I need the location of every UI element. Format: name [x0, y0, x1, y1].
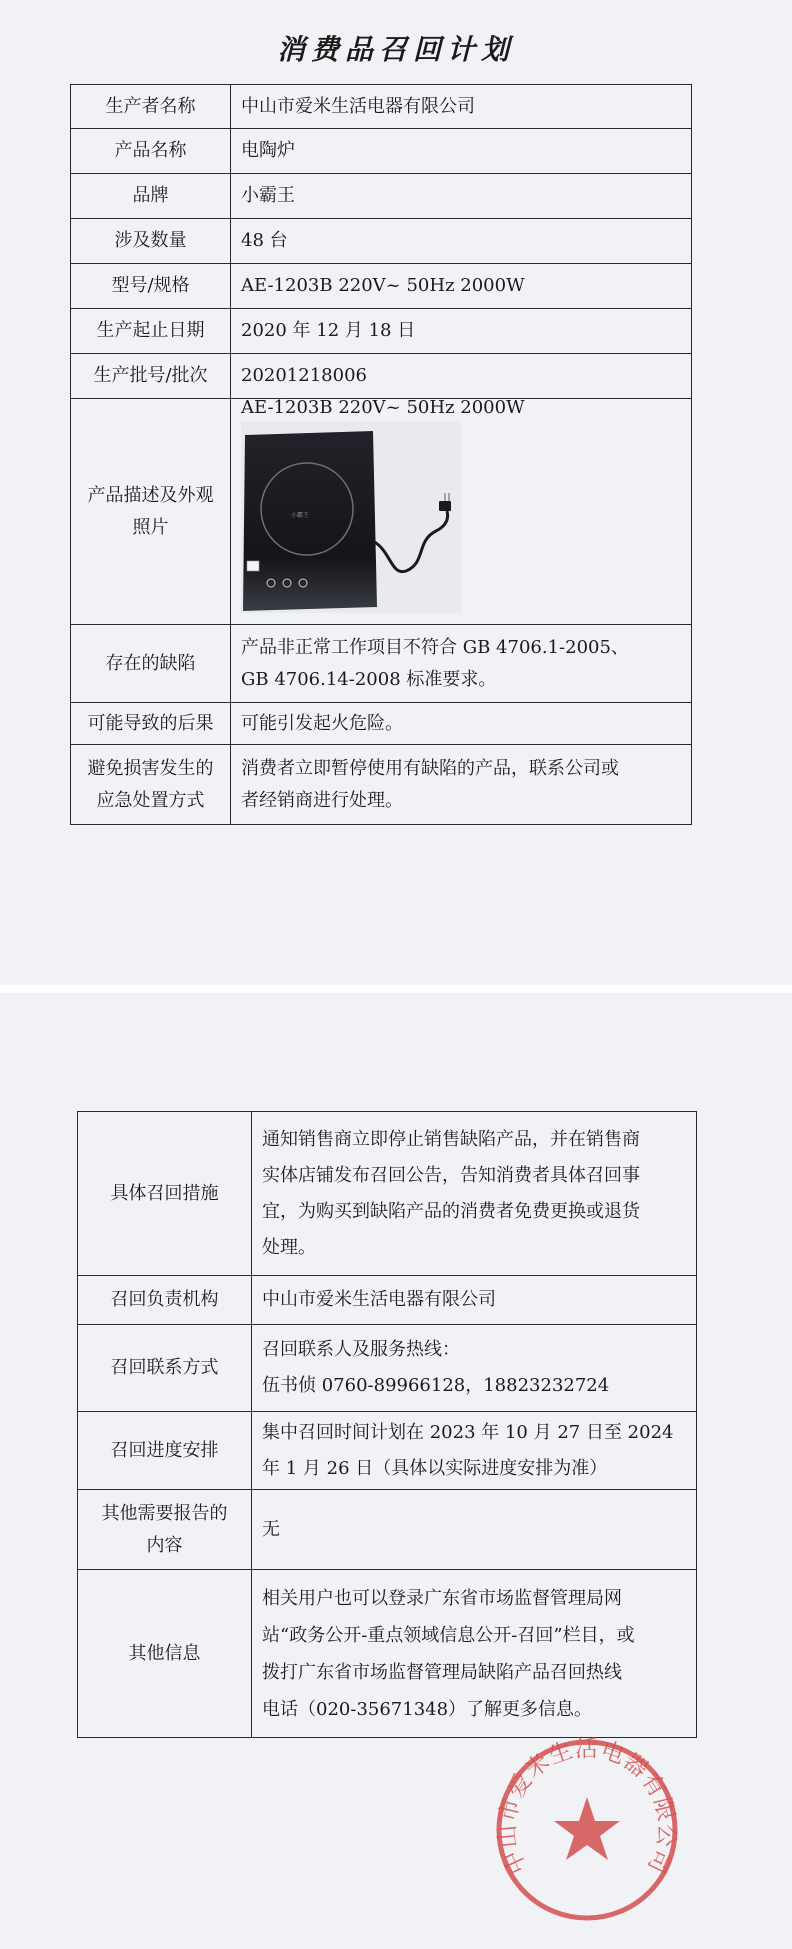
table-row [78, 1490, 697, 1570]
photo-label-line2: 照片 [132, 516, 169, 538]
table-row [71, 174, 692, 219]
row-value [252, 1412, 697, 1490]
recall-info-table [70, 84, 692, 825]
other-info-line: 电话（020-35671348）了解更多信息。 [262, 1698, 593, 1720]
row-value: AE-1203B 220V~ 50Hz 2000W [231, 264, 692, 309]
row-label: 涉及数量 [71, 219, 231, 264]
row-value: 20201218006 [231, 354, 692, 399]
row-value: 48 台 [231, 219, 692, 264]
measures-line: 处理。 [262, 1236, 316, 1258]
table-row [71, 703, 692, 745]
table-row [71, 354, 692, 399]
row-label: 可能导致的后果 [71, 703, 231, 745]
schedule-line1: 集中召回时间计划在 2023 年 10 月 27 日至 2024 [262, 1421, 674, 1443]
row-value [231, 745, 692, 825]
row-label [78, 1490, 252, 1570]
row-label: 生产起止日期 [71, 309, 231, 354]
other-info-line: 站“政务公开-重点领域信息公开-召回”栏目，或 [262, 1624, 635, 1646]
row-label: 召回联系方式 [78, 1325, 252, 1412]
table-row [71, 219, 692, 264]
row-label [71, 745, 231, 825]
other-report-label-line2: 内容 [146, 1534, 183, 1556]
measures-line: 通知销售商立即停止销售缺陷产品，并在销售商 [262, 1128, 640, 1150]
schedule-line2: 年 1 月 26 日（具体以实际进度安排为准） [262, 1457, 608, 1479]
contact-line1: 召回联系人及服务热线： [262, 1339, 460, 1360]
row-label [71, 399, 231, 625]
row-value [252, 1325, 697, 1412]
row-value [252, 1570, 697, 1738]
row-value: 中山市爱米生活电器有限公司 [231, 85, 692, 129]
other-report-label-line1: 其他需要报告的 [101, 1502, 228, 1524]
cooktop-photo [241, 421, 461, 613]
row-label: 具体召回措施 [78, 1112, 252, 1276]
emergency-label-line2: 应急处置方式 [96, 789, 205, 811]
company-seal [492, 1735, 682, 1925]
row-label: 产品名称 [71, 129, 231, 174]
row-label: 型号/规格 [71, 264, 231, 309]
row-value: 可能引发起火危险。 [231, 703, 692, 745]
row-value: 电陶炉 [231, 129, 692, 174]
emergency-line2: 者经销商进行处理。 [241, 789, 403, 811]
row-value: 中山市爱米生活电器有限公司 [252, 1276, 697, 1325]
row-label: 召回负责机构 [78, 1276, 252, 1325]
measures-line: 宜，为购买到缺陷产品的消费者免费更换或退货 [262, 1200, 640, 1222]
row-value: 小霸王 [231, 174, 692, 219]
row-label: 生产批号/批次 [71, 354, 231, 399]
other-info-line: 拨打广东省市场监督管理局缺陷产品召回热线 [262, 1661, 622, 1683]
table-row [78, 1412, 697, 1490]
row-label: 召回进度安排 [78, 1412, 252, 1490]
other-info-line: 相关用户也可以登录广东省市场监督管理局网 [262, 1587, 622, 1609]
table-row [71, 745, 692, 825]
photo-caption: AE-1203B 220V~ 50Hz 2000W [241, 397, 525, 418]
defect-line1: 产品非正常工作项目不符合 GB 4706.1-2005、 [241, 636, 629, 658]
row-value [231, 399, 692, 625]
contact-line2: 伍书侦 0760-89966128，18823232724 [262, 1375, 610, 1396]
recall-measures-table [77, 1111, 697, 1738]
table-row [78, 1325, 697, 1412]
photo-label-line1: 产品描述及外观 [87, 484, 214, 506]
emergency-label-line1: 避免损害发生的 [87, 757, 214, 779]
svg-text:小霸王: 小霸王 [291, 512, 310, 519]
row-value [231, 625, 692, 703]
row-value: 无 [252, 1490, 697, 1570]
row-label: 品牌 [71, 174, 231, 219]
emergency-line1: 消费者立即暂停使用有缺陷的产品，联系公司或 [241, 757, 619, 779]
svg-text:中山市爱米生活电器有限公司: 中山市爱米生活电器有限公司 [494, 1736, 680, 1878]
measures-line: 实体店铺发布召回公告，告知消费者具体召回事 [262, 1164, 640, 1186]
table-row-photo [71, 399, 692, 625]
table-row [78, 1276, 697, 1325]
document-title: 消费品召回计划 [276, 33, 515, 66]
table-row [78, 1570, 697, 1738]
table-row [71, 129, 692, 174]
row-value [252, 1112, 697, 1276]
row-label: 存在的缺陷 [71, 625, 231, 703]
table-row [71, 625, 692, 703]
table-row [71, 264, 692, 309]
table-row [78, 1112, 697, 1276]
row-label: 其他信息 [78, 1570, 252, 1738]
row-value: 2020 年 12 月 18 日 [231, 309, 692, 354]
defect-line2: GB 4706.14-2008 标准要求。 [241, 668, 497, 690]
row-label: 生产者名称 [71, 85, 231, 129]
table-row [71, 309, 692, 354]
table-row [71, 85, 692, 129]
